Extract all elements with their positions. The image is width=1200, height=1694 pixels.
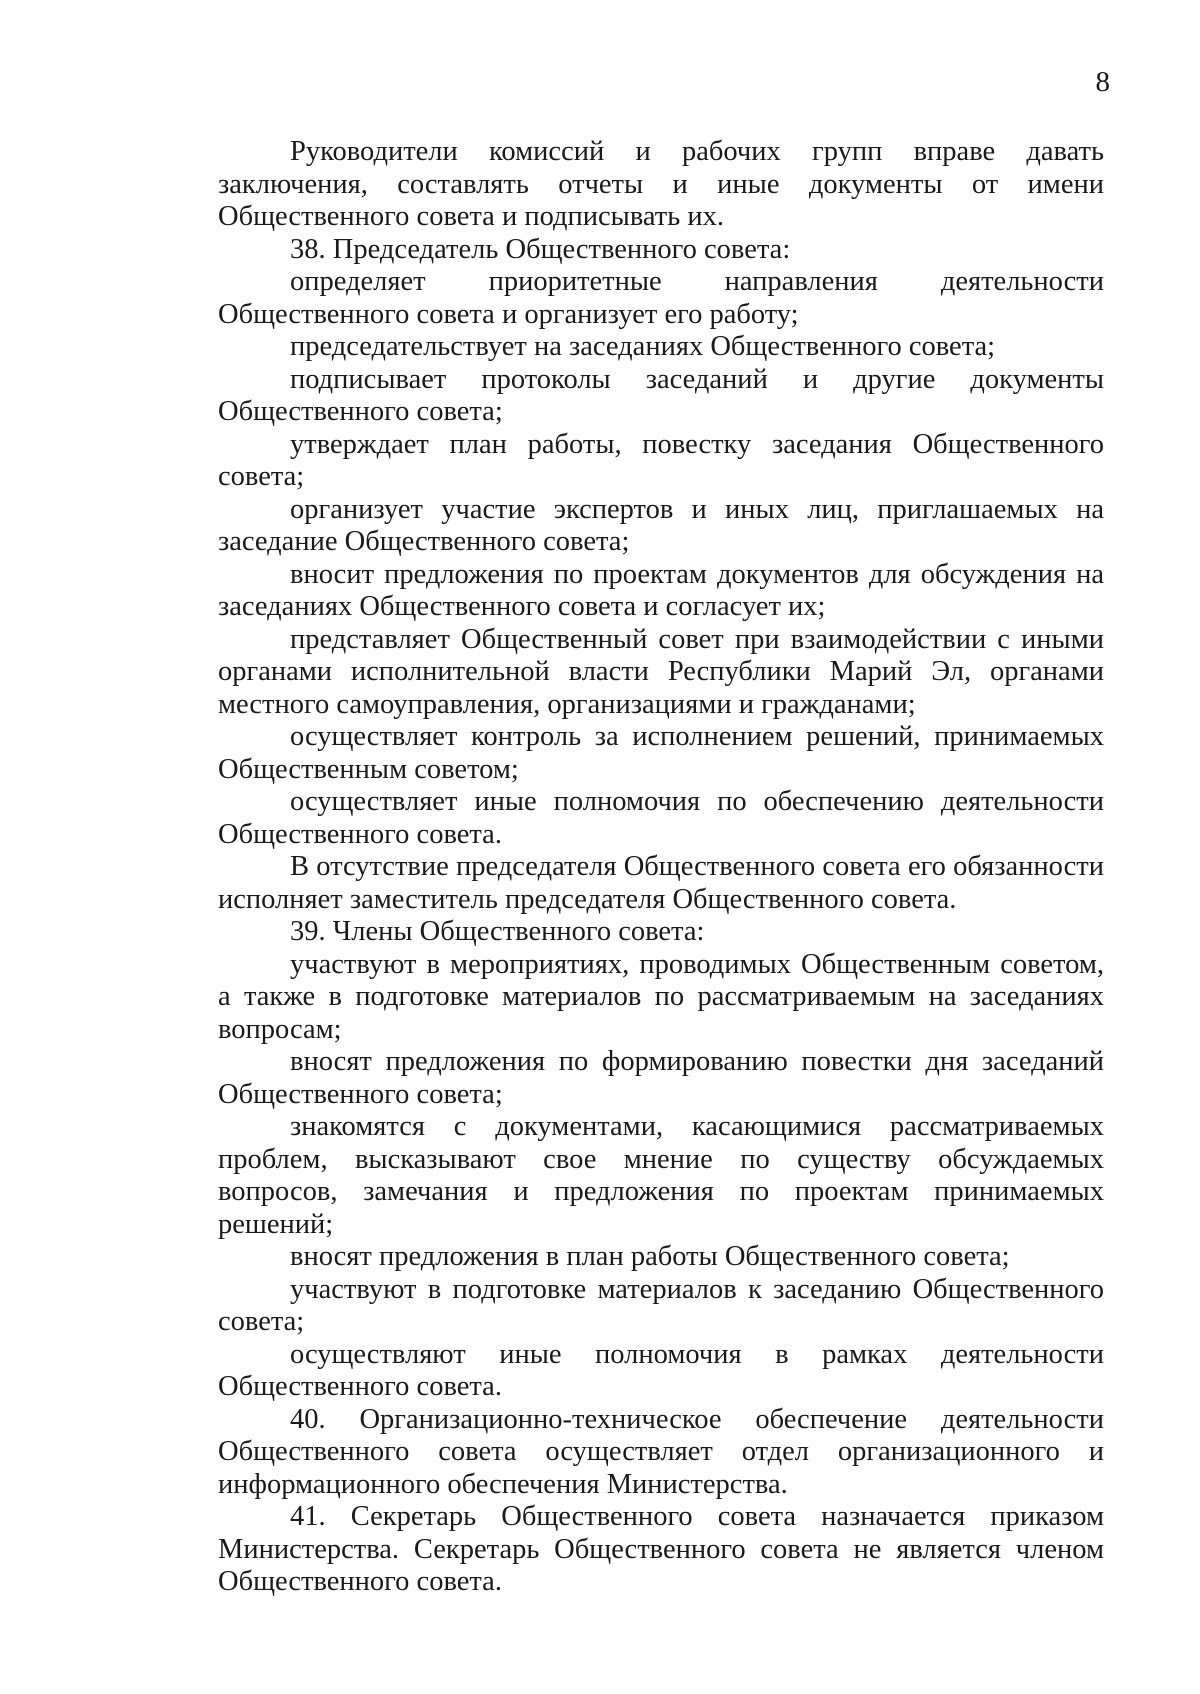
paragraph-chair-other-powers: осуществляет иные полномочия по обеспечению деятельности Общественного совета. [218, 786, 1104, 850]
paragraph-chair-priorities: определяет приоритетные направления деятельности Общественного совета и организует его работу; [218, 266, 1104, 330]
paragraph-members-agenda: вносят предложения по формированию повестки дня заседаний Общественного совета; [218, 1046, 1104, 1110]
paragraph-chair-approves: утверждает план работы, повестку заседания Общественного совета; [218, 428, 1104, 492]
paragraph-item-40: 40. Организационно-техническое обеспечение деятельности Общественного совета осуществляет отдел организационного и информационного обеспечения Министерства. [218, 1403, 1104, 1500]
paragraph-members-documents: знакомятся с документами, касающимися рассматриваемых проблем, высказывают свое мнение по существу обсуждаемых вопросов, замечания и предложения по проектам принимаемых решений; [218, 1111, 1104, 1240]
paragraph-members-participate: участвуют в мероприятиях, проводимых Общественным советом, а также в подготовке материалов по рассматриваемым на заседаниях вопросам; [218, 948, 1104, 1045]
page-number: 8 [1095, 66, 1110, 98]
paragraph-chair-experts: организует участие экспертов и иных лиц, приглашаемых на заседание Общественного совета; [218, 493, 1104, 557]
paragraph-members-other-powers: осуществляют иные полномочия в рамках деятельности Общественного совета. [218, 1338, 1104, 1402]
paragraph-chair-represents: представляет Общественный совет при взаимодействии с иными органами исполнительной власти Республики Марий Эл, органами местного самоуправления, организациями и гражданами; [218, 623, 1104, 720]
paragraph-chair-signs: подписывает протоколы заседаний и другие документы Общественного совета; [218, 363, 1104, 427]
paragraph-commission-leaders: Руководители комиссий и рабочих групп вправе давать заключения, составлять отчеты и иные документы от имени Общественного совета и подписывать их. [218, 136, 1104, 232]
paragraph-chair-presides: председательствует на заседаниях Общественного совета; [290, 331, 996, 362]
paragraph-item-38: 38. Председатель Общественного совета: [290, 233, 791, 265]
paragraph-members-plan: вносят предложения в план работы Общественного совета; [290, 1241, 1010, 1272]
document-body [218, 136, 1104, 1599]
paragraph-members-materials: участвуют в подготовке материалов к заседанию Общественного совета; [218, 1273, 1104, 1337]
paragraph-item-41: 41. Секретарь Общественного совета назначается приказом Министерства. Секретарь Общественного совета не является членом Общественного совета. [218, 1501, 1104, 1597]
paragraph-chair-control: осуществляет контроль за исполнением решений, принимаемых Общественным советом; [218, 721, 1104, 785]
paragraph-deputy-chair: В отсутствие председателя Общественного совета его обязанности исполняет заместитель председателя Общественного совета. [218, 851, 1104, 915]
paragraph-chair-proposals: вносит предложения по проектам документов для обсуждения на заседаниях Общественного совета и согласует их; [218, 558, 1104, 622]
paragraph-item-39: 39. Члены Общественного совета: [290, 916, 705, 947]
